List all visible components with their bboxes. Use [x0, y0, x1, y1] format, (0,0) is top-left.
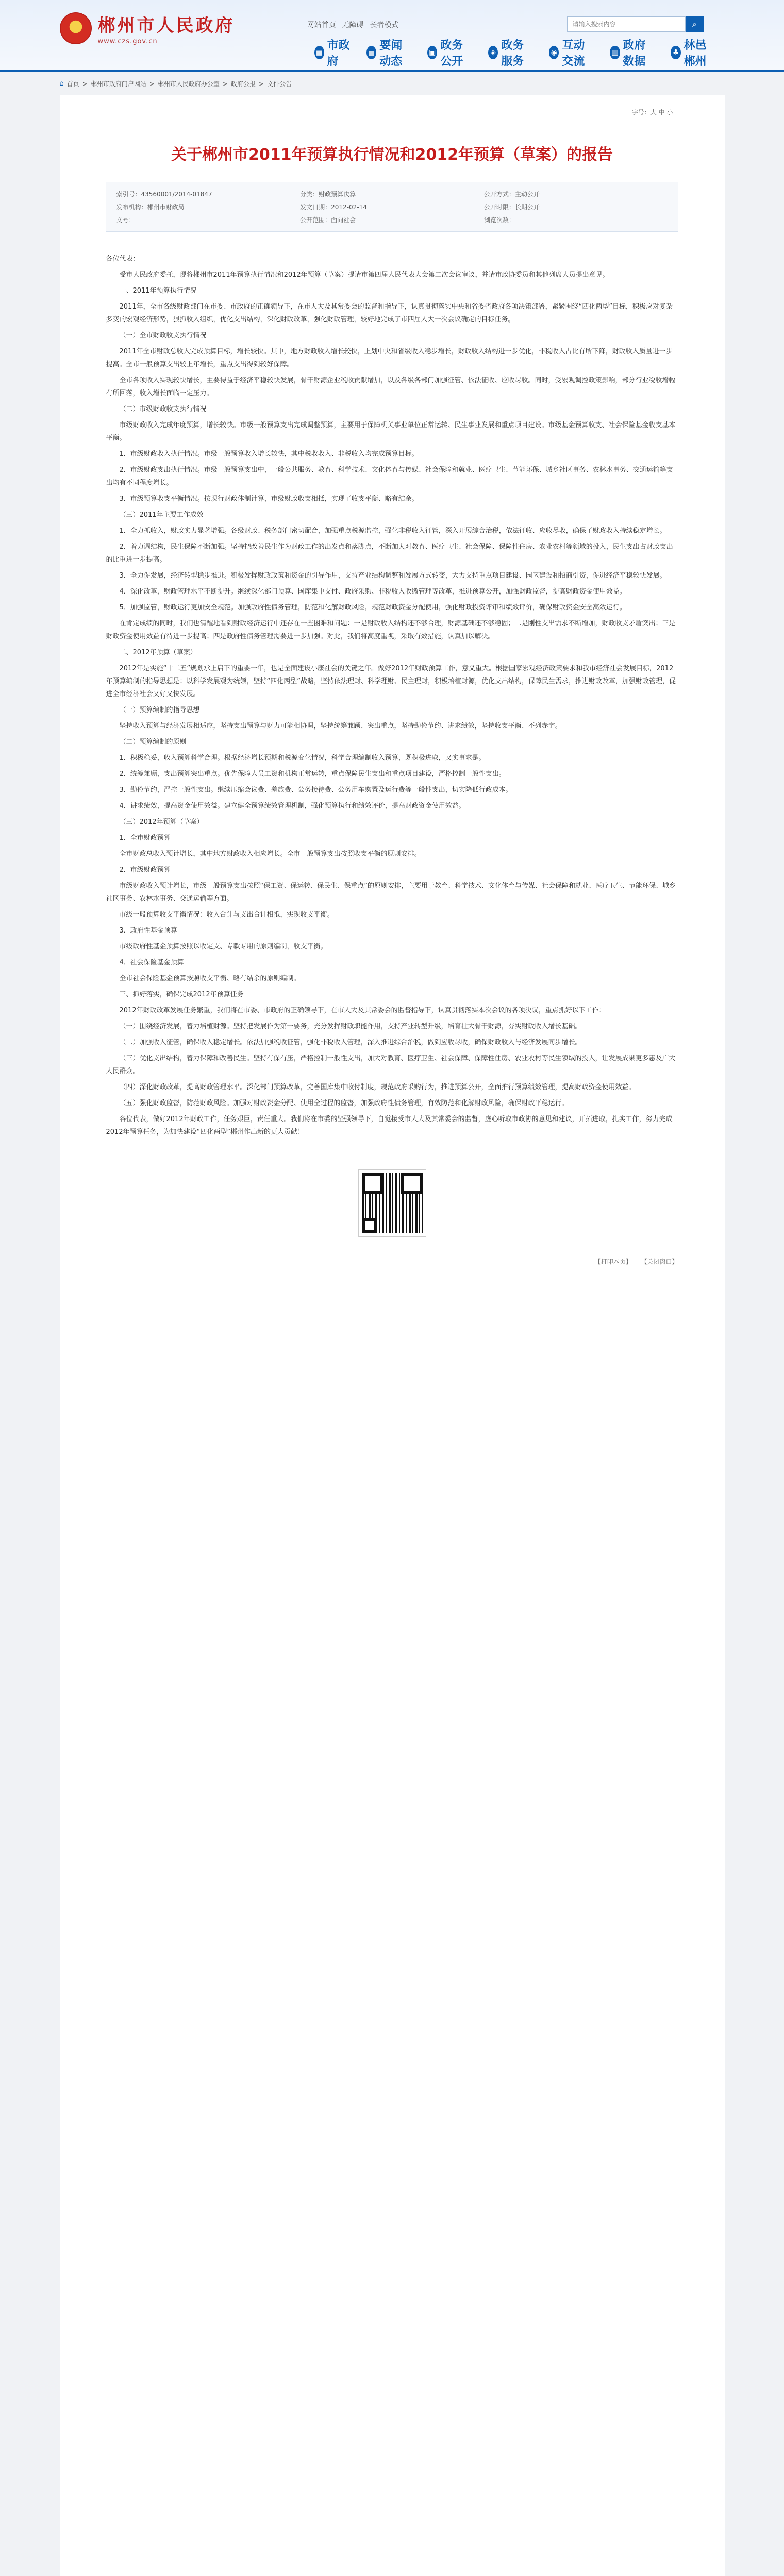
breadcrumb-sep: >: [82, 80, 88, 88]
nav-label: 互动交流: [562, 39, 585, 68]
paragraph: （四）深化财政改革，提高财政管理水平。深化部门预算改革，完善国库集中收付制度，规范政府采购行为，推进预算公开，全面推行预算绩效管理，提高财政资金使用效益。: [119, 1083, 636, 1091]
meta-key: 浏览次数：: [483, 216, 515, 224]
nav-item-services[interactable]: [481, 39, 542, 68]
paragraph: 4．讲求绩效，提高资金使用效益。建立健全预算绩效管理机制，强化预算执行和绩效评价，提高财政资金使用效益。: [119, 802, 465, 810]
search-button[interactable]: [686, 16, 704, 32]
tree-icon: ♣: [671, 46, 680, 59]
paragraph: 2011年，全市各级财政部门在市委、市政府的正确领导下，在市人大及其常委会的监督和指导下，认真贯彻落实中央和省委省政府各项决策部署，紧紧围绕“四化两型”目标，积极应对复杂多变的宏观经济形势，狠抓收入组织，优化支出结构，深化财政改革，强化财政管理，较好地完成了市四届人大一次会议确定的目标任务。: [106, 303, 673, 324]
search-icon: ⌕: [692, 19, 697, 29]
breadcrumb-sep: >: [222, 80, 228, 88]
main-nav: [307, 39, 725, 68]
paragraph: （一）全市财政收支执行情况: [119, 332, 207, 340]
nav-item-data[interactable]: [603, 39, 663, 68]
paragraph: 3．政府性基金预算: [119, 927, 177, 935]
nav-label: 要闻动态: [379, 39, 403, 68]
paragraph: 市级一般预算收支平衡情况：收入合计与支出合计相抵，实现收支平衡。: [119, 911, 334, 919]
meta-value: 面向社会: [331, 216, 356, 224]
font-size-big[interactable]: 大: [650, 109, 657, 116]
breadcrumb: [60, 79, 725, 88]
paragraph: 全市各项收入实现较快增长，主要得益于经济平稳较快发展，骨干财源企业税收贡献增加，以及各级各部门加强征管、依法征收、应收尽收。同时，受宏观调控政策影响，部分行业税收增幅有所回落，收入增长面临一定压力。: [106, 377, 676, 397]
paragraph: （一）围绕经济发展，着力培植财源。坚持把发展作为第一要务，充分发挥财政职能作用，支持产业转型升级，培育壮大骨干财源，夯实财政收入增长基础。: [119, 1023, 582, 1030]
meta-field: [116, 202, 301, 211]
font-size-mid[interactable]: 中: [658, 109, 665, 116]
paragraph: 1．市级财政收入执行情况。市级一般预算收入增长较快，其中税收收入、非税收入均完成预算目标。: [119, 450, 419, 458]
paragraph: 2．着力调结构，民生保障不断加强。坚持把改善民生作为财政工作的出发点和落脚点，不断加大对教育、医疗卫生、社会保障、保障性住房、农业农村等领域的投入，民生支出占财政支出的比重进一步提高。: [106, 543, 673, 564]
breadcrumb-item[interactable]: 郴州市人民政府办公室: [157, 80, 220, 88]
paragraph: 1．全力抓收入，财政实力显著增强。各级财政、税务部门密切配合，加强重点税源监控，强化非税收入征管，深入开展综合治税，依法征收、应收尽收，确保了财政收入持续稳定增长。: [119, 527, 666, 535]
paragraph: 3．勤俭节约，严控一般性支出。继续压缩会议费、差旅费、公务接待费、公务用车购置及运行费等一般性支出，切实降低行政成本。: [119, 786, 512, 794]
paragraph: 市级财政收入预计增长，市级一般预算支出按照“保工资、保运转、保民生、保重点”的原则安排，主要用于教育、科学技术、文化体育与传媒、社会保障和就业、医疗卫生、节能环保、城乡社区事务、农林水事务、交通运输等方面。: [106, 882, 676, 903]
paragraph: 市级政府性基金预算按照以收定支、专款专用的原则编制，收支平衡。: [119, 943, 327, 951]
meta-key: 公开时限：: [483, 204, 515, 211]
breadcrumb-item[interactable]: 郴州市政府门户网站: [90, 80, 146, 88]
meta-field: [484, 202, 668, 211]
data-icon: ▥: [610, 46, 620, 59]
site-header: [0, 0, 784, 72]
nav-item-news[interactable]: [359, 39, 420, 68]
paragraph: 2．统筹兼顾，支出预算突出重点。优先保障人员工资和机构正常运转，重点保障民生支出和重点项目建设，严格控制一般性支出。: [119, 770, 506, 778]
nav-item-disclosure[interactable]: [420, 39, 481, 68]
paragraph: （五）强化财政监督，防范财政风险。加强对财政资金分配、使用全过程的监督，加强政府性债务管理，有效防范和化解财政风险，确保财政平稳运行。: [119, 1099, 569, 1107]
meta-value: 2012-02-14: [331, 204, 367, 211]
building-icon: ▦: [314, 46, 324, 59]
paragraph: 2．市级财政支出执行情况。市级一般预算支出中，一般公共服务、教育、科学技术、文化体育与传媒、社会保障和就业、医疗卫生、节能环保、城乡社区事务、农林水事务、交通运输等支出均有不同程度增长。: [106, 466, 673, 487]
font-size-label: 字号：: [631, 109, 650, 116]
paragraph: 各位代表：: [106, 255, 140, 263]
paragraph: 受市人民政府委托，现将郴州市2011年预算执行情况和2012年预算（草案）提请市第四届人民代表大会第二次会议审议，并请市政协委员和其他列席人员提出意见。: [119, 271, 609, 279]
paragraph: （三）2011年主要工作成效: [119, 511, 204, 519]
paragraph: 2011年全市财政总收入完成预算目标，增长较快。其中，地方财政收入增长较快，上划中央和省级收入稳步增长，财政收入结构进一步优化，非税收入占比有所下降，财政收入质量进一步提高。全市一般预算支出较上年增长，重点支出得到较好保障。: [106, 348, 673, 368]
paragraph: （一）预算编制的指导思想: [119, 706, 200, 714]
site-url: www.czs.gov.cn: [97, 38, 158, 45]
qr-code: [359, 1170, 426, 1236]
paragraph: （三）2012年预算（草案）: [119, 818, 204, 826]
paragraph: 1．全市财政预算: [119, 834, 171, 842]
meta-value: 43560001/2014-01847: [141, 191, 212, 198]
meta-field: [484, 190, 668, 198]
document-icon: ▣: [427, 46, 437, 59]
paragraph: 4．社会保险基金预算: [119, 959, 184, 967]
meta-key: 公开方式：: [483, 191, 515, 198]
meta-value: 长期公开: [514, 204, 540, 211]
meta-key: 索引号：: [116, 191, 141, 198]
search-input[interactable]: [567, 16, 686, 32]
top-link-elder-mode[interactable]: 长者模式: [370, 21, 399, 29]
breadcrumb-item[interactable]: 政府公报: [231, 80, 256, 88]
meta-field: [484, 215, 668, 224]
meta-key: 文号：: [116, 216, 135, 224]
paragraph: 4．深化改革，财政管理水平不断提升。继续深化部门预算、国库集中支付、政府采购、非税收入收缴管理等改革，推进预算公开，加强财政监督，提高财政资金使用效益。: [119, 588, 626, 596]
paragraph: （二）加强收入征管，确保收入稳定增长。依法加强税收征管，强化非税收入管理，深入推进综合治税，做到应收尽收，确保财政收入与经济发展同步增长。: [119, 1039, 582, 1046]
top-link-accessibility[interactable]: 无障碍: [342, 21, 364, 29]
meta-key: 分类：: [300, 191, 319, 198]
breadcrumb-sep: >: [149, 80, 155, 88]
page-tools: [106, 1257, 678, 1266]
meta-value: 主动公开: [514, 191, 540, 198]
close-window-button[interactable]: 【关闭窗口】: [641, 1258, 678, 1265]
logo-text: [98, 11, 235, 45]
article-card: [60, 95, 725, 2576]
breadcrumb-item[interactable]: 首页: [66, 80, 79, 88]
site-logo[interactable]: [60, 11, 235, 45]
nav-item-linyi[interactable]: [663, 39, 724, 68]
nav-item-government[interactable]: [307, 39, 360, 68]
paragraph: 全市财政总收入预计增长，其中地方财政收入相应增长。全市一般预算支出按照收支平衡的原则安排。: [119, 850, 421, 858]
section-heading: 三、抓好落实，确保完成2012年预算任务: [119, 991, 244, 998]
section-heading: 一、2011年预算执行情况: [119, 287, 197, 295]
qr-code-wrap: [359, 1170, 426, 1236]
print-button[interactable]: 【打印本页】: [594, 1258, 632, 1265]
search-box: [567, 16, 704, 32]
document-meta: [106, 182, 678, 232]
paragraph: 2012年是实施“十二五”规划承上启下的重要一年，也是全面建设小康社会的关键之年。做好2012年财政预算工作，意义重大。根据国家宏观经济政策要求和我市经济社会发展目标，2012年预算编制的指导思想是：以科学发展观为统领，坚持“四化两型”战略，坚持依法理财、科学理财、民主理财，积极培植财源，优化支出结构，保障民生需求，推进财政改革，加强财政管理，促进全市经济社会又好又快发展。: [106, 665, 676, 698]
nav-item-interaction[interactable]: [542, 39, 603, 68]
paragraph: 2012年财政改革发展任务繁重，我们将在市委、市政府的正确领导下，在市人大及其常委会的监督指导下，认真贯彻落实本次会议的各项决议，重点抓好以下工作：: [119, 1007, 606, 1014]
meta-key: 发文日期：: [300, 204, 331, 211]
paragraph: （二）预算编制的原则: [119, 738, 187, 746]
breadcrumb-sep: >: [259, 80, 264, 88]
qr-finder: [362, 1218, 377, 1233]
meta-field: [300, 215, 484, 224]
paragraph: 全市社会保险基金预算按照收支平衡、略有结余的原则编制。: [119, 975, 301, 982]
paragraph: 3．市级预算收支平衡情况。按现行财政体制计算，市级财政收支相抵，实现了收支平衡、略有结余。: [119, 495, 419, 503]
national-emblem-icon: ★: [60, 12, 92, 44]
paragraph: （二）市级财政收支执行情况: [119, 405, 207, 413]
article-body: [106, 252, 678, 1139]
paragraph: 2．市级财政预算: [119, 866, 171, 874]
meta-field: [300, 202, 484, 211]
top-links: [307, 20, 399, 30]
section-heading: 二、2012年预算（草案）: [119, 649, 197, 656]
nav-label: 市政府: [327, 39, 350, 68]
paragraph: 5．加强监管，财政运行更加安全规范。加强政府性债务管理，防范和化解财政风险，规范财政资金分配使用，强化财政投资评审和绩效评价，确保财政资金安全高效运行。: [119, 604, 626, 612]
top-link-home[interactable]: 网站首页: [307, 21, 336, 29]
nav-label: 林邑郴州: [683, 39, 707, 68]
paragraph: 各位代表，做好2012年财政工作，任务艰巨，责任重大。我们将在市委的坚强领导下，自觉接受市人大及其常委会的监督，虚心听取市政协的意见和建议，开拓进取，扎实工作，努力完成2012年预算任务，为加快建设“四化两型”郴州作出新的更大贡献！: [106, 1115, 673, 1136]
header-inner: [60, 0, 725, 70]
paragraph: 坚持收入预算与经济发展相适应，坚持支出预算与财力可能相协调，坚持统筹兼顾、突出重点，坚持勤俭节约、讲求绩效，坚持收支平衡、不列赤字。: [119, 722, 562, 730]
meta-field: [300, 190, 484, 198]
nav-label: 政府数据: [623, 39, 646, 68]
site-title: 郴州市人民政府: [97, 15, 235, 36]
service-icon: ◈: [488, 46, 498, 59]
paragraph: 1．积极稳妥，收入预算科学合理。根据经济增长预期和税源变化情况，科学合理编制收入预算，既积极进取，又实事求是。: [119, 754, 486, 762]
home-icon: ⌂: [59, 80, 64, 88]
meta-value: 郴州市财政局: [147, 204, 185, 211]
meta-field: [116, 190, 301, 198]
paragraph: 在肯定成绩的同时，我们也清醒地看到财政经济运行中还存在一些困难和问题：一是财政收入结构还不够合理，财源基础还不够稳固；二是刚性支出需求不断增加，财政收支矛盾突出；三是财政资金使用效益有待进一步提高；四是政府性债务管理需要进一步加强。对此，我们将高度重视，采取有效措施，认真加以解决。: [106, 620, 676, 640]
meta-value: 财政预算决算: [319, 191, 356, 198]
meta-key: 公开范围：: [300, 216, 331, 224]
page-title: 关于郴州市2011年预算执行情况和2012年预算（草案）的报告: [171, 146, 613, 164]
font-size-control: [632, 108, 673, 116]
paragraph: （三）优化支出结构，着力保障和改善民生。坚持有保有压，严格控制一般性支出，加大对教育、医疗卫生、社会保障、保障性住房、农业农村等民生领域的投入，让发展成果更多惠及广大人民群众。: [106, 1055, 676, 1075]
paragraph: 3．全力促发展，经济转型稳步推进。积极发挥财政政策和资金的引导作用，支持产业结构调整和发展方式转变，大力支持重点项目建设、园区建设和招商引资，促进经济平稳较快发展。: [119, 572, 666, 580]
news-icon: ▤: [366, 46, 376, 59]
paragraph: 市级财政收入完成年度预算，增长较快。市级一般预算支出完成调整预算，主要用于保障机关事业单位正常运转、民生事业发展和重点项目建设。市级基金预算收支、社会保险基金收支基本平衡。: [106, 421, 676, 442]
meta-key: 发布机构：: [116, 204, 147, 211]
nav-label: 政务公开: [440, 39, 463, 68]
chat-icon: ◉: [549, 46, 559, 59]
nav-label: 政务服务: [501, 39, 524, 68]
font-size-small[interactable]: 小: [666, 109, 673, 116]
meta-field: [116, 215, 301, 224]
breadcrumb-item[interactable]: 文件公告: [267, 80, 292, 88]
